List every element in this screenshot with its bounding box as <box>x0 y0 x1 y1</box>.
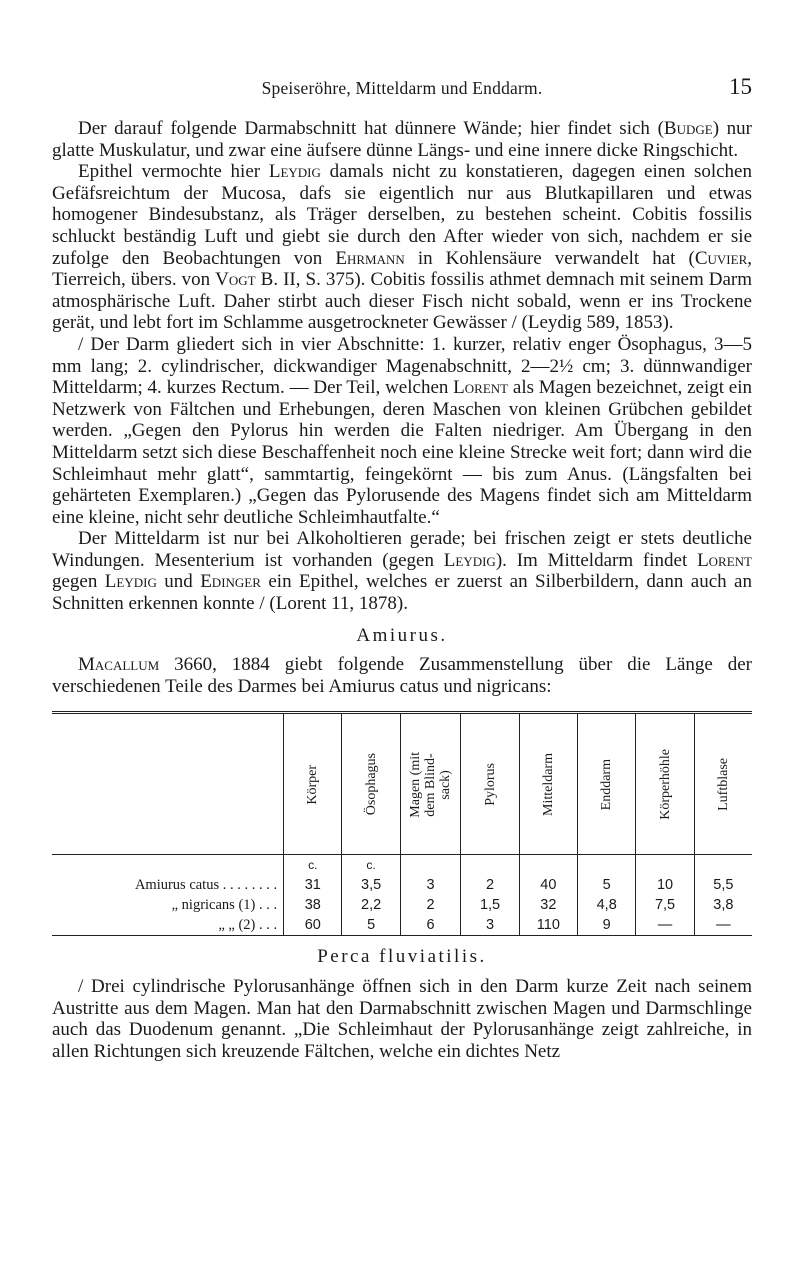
author-name: Vogt <box>215 269 256 291</box>
table-cell: 4,8 <box>578 895 636 915</box>
table-row <box>52 875 752 895</box>
row-label-header <box>52 714 284 855</box>
table-cell: 60 <box>284 915 342 936</box>
column-header: Pylorus <box>461 714 519 855</box>
column-header: Enddarm <box>578 714 636 855</box>
page-number: 15 <box>729 74 752 99</box>
column-header: Ösophagus <box>342 714 400 855</box>
table-cell: 3,5 <box>342 875 400 895</box>
row-label: „ „ (2) . . . <box>52 915 284 936</box>
column-header: Körper <box>284 714 342 855</box>
table-cell: 110 <box>519 915 577 936</box>
paragraph-5: Macallum 3660, 1884 giebt folgende Zusammenstellung über die Länge der verschiedenen Teile des Darmes bei Amiurus catus und nigricans: <box>52 654 752 697</box>
table-cell: 2,2 <box>342 895 400 915</box>
author-name: Lorent <box>697 549 752 571</box>
table-cell: 38 <box>284 895 342 915</box>
paragraph-4: Der Mitteldarm ist nur bei Alkoholtieren gerade; bei frischen zeigt er stets deutliche Windungen. Mesenterium ist vorhanden (gegen Leydig). Im Mitteldarm findet Lorent gegen Leydig und Edinger ein Epithel, welches er zuerst an Silberbildern, dann auch an Schnitten erkennen konnte / (Lorent 11, 1878). <box>52 528 752 615</box>
body-text-2 <box>52 946 752 1062</box>
paragraph-2: Epithel vermochte hier Leydig damals nicht zu konstatieren, dagegen einen solchen Gefäfsreichtum der Mucosa, dafs sie eigentlich nur aus Blutkapillaren und etwas homogener Bindesubstanz, als Träger derselben, zu bestehen scheint. Cobitis fossilis schluckt beständig Luft und giebt sie durch den After wieder von sich, nachdem er sie zufolge den Beobachtungen von Ehrmann in Kohlensäure verwandelt hat (Cuvier, Tierreich, übers. von Vogt B. II, S. 375). Cobitis fossilis athmet demnach mit seinem Darm atmosphärische Luft. Daher stirbt auch dieser Fisch nicht sobald, wenn er ins Trockene gerät, und lebt fort im Schlamme ausgetrockneter Gewässer / (Leydig 589, 1853). <box>52 161 752 334</box>
paragraph-3: / Der Darm gliedert sich in vier Abschnitte: 1. kurzer, relativ enger Ösophagus, 3—5 mm lang; 2. cylindrischer, dickwandiger Magenabschnitt, 2—2½ cm; 3. dünnwandiger Mitteldarm; 4. kurzes Rectum. — Der Teil, welchen Lorent als Magen bezeichnet, zeigt ein Netzwerk von Fältchen und Erhebungen, deren Maschen von kleinen Grübchen gebildet werden. „Gegen den Pylorus hin werden die Falten niedriger. Am Übergang in den Mitteldarm setzt sich diese Beschaffenheit noch eine kleine Strecke weit fort; dann wird die Schleimhaut mehr glatt“, sammtartig, feingekörnt — bis zum Anus. (Längsfalten bei gehärteten Exemplaren.) „Gegen das Pylorusende des Magens findet sich am Mitteldarm eine kleine, nicht sehr deutliche Schleimhautfalte.“ <box>52 333 752 528</box>
column-header: Mitteldarm <box>519 714 577 855</box>
table-cell: 6 <box>400 915 461 936</box>
table-cell: 1,5 <box>461 895 519 915</box>
author-name: Macallum <box>78 654 160 676</box>
author-name: Leydig <box>443 549 496 571</box>
table-cell: 5 <box>578 875 636 895</box>
row-label: „ nigricans (1) . . . <box>171 896 278 913</box>
table-cell: 3,8 <box>694 895 752 915</box>
approx-mark: c. <box>308 857 318 872</box>
page-header <box>52 74 752 118</box>
table-cell: 31 <box>284 875 342 895</box>
table-cell: 32 <box>519 895 577 915</box>
author-name: Cuvier <box>694 247 748 269</box>
table-cell: 10 <box>636 875 694 895</box>
table-cell: 40 <box>519 875 577 895</box>
table-cell: 2 <box>461 875 519 895</box>
author-name: Edinger <box>200 571 261 593</box>
column-header: Magen (mit dem Blind- sack) <box>400 714 461 855</box>
table-cell: 7,5 <box>636 895 694 915</box>
table-cell: 9 <box>578 915 636 936</box>
author-name: Leydig <box>104 571 157 593</box>
row-label: Amiurus catus . . . . . . . . <box>134 876 278 893</box>
author-name: Ehrmann <box>335 247 405 269</box>
page <box>52 0 752 1062</box>
section-title-amiurus: Amiurus. <box>356 624 448 646</box>
author-name: Leydig <box>268 161 321 183</box>
table-cell: — <box>636 915 694 936</box>
table-row <box>52 895 752 915</box>
author-name: Lorent <box>453 377 509 399</box>
author-name: Budge <box>663 118 713 139</box>
table-cell: 2 <box>400 895 461 915</box>
section-title-perca: Perca fluviatilis. <box>317 946 487 968</box>
body-text <box>52 118 752 697</box>
paragraph-1: Der darauf folgende Darmabschnitt hat dünnere Wände; hier findet sich (Budge) nur glatte Muskulatur, und zwar eine äufsere dünne Längs- und eine innere dicke Ringschicht. <box>52 118 753 161</box>
table-cell: 5 <box>342 915 400 936</box>
table-cell: — <box>694 915 752 936</box>
table-cell: 3 <box>461 915 519 936</box>
column-header: Luftblase <box>694 714 752 855</box>
column-header: Körperhöhle <box>636 714 694 855</box>
paragraph-6: / Drei cylindrische Pylorusanhänge öffnen sich in den Darm kurze Zeit nach seinem Austritte aus dem Magen. Man hat den Darmabschnitt zwischen Magen und Darmschlinge auch das Duodenum genannt. „Die Schleimhaut der Pylorusanhänge zeigt zahlreiche, in allen Richtungen sich kreuzende Fältchen, welche ein dichtes Netz <box>52 976 752 1062</box>
table-row <box>52 915 752 936</box>
running-title: Speiseröhre, Mitteldarm und Enddarm. <box>261 78 543 98</box>
table-cell: 5,5 <box>694 875 752 895</box>
measurement-table <box>52 711 752 936</box>
approx-mark: c. <box>366 857 376 872</box>
table-cell: 3 <box>400 875 461 895</box>
table-row <box>52 855 752 876</box>
